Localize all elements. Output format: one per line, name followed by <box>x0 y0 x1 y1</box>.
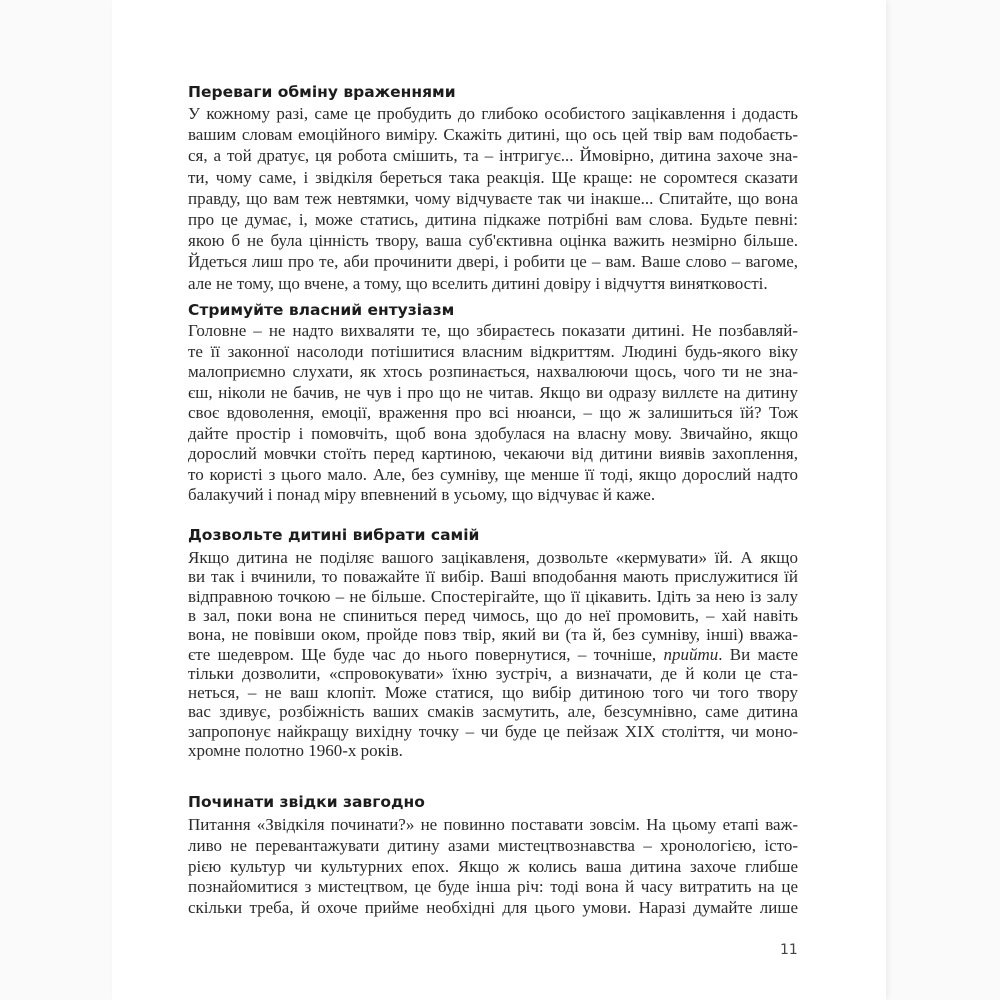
body-text-line: скільки треба, й охоче прийме необхідні для цього умови. Наразі думайте лише <box>188 898 798 918</box>
body-text-line: але не тому, що вчене, а тому, що вселить дитині довіру і відчуття винятковості. <box>188 273 768 293</box>
text-run: . Ви маєте <box>718 644 798 664</box>
body-text-line: ливо не перевантажувати дитину азами мистецтвознавства – хронологією, істо- <box>188 835 798 855</box>
body-text-line: Йдеться лиш про те, аби прочинити двері, і робити це – вам. Ваше слово – вагоме, <box>188 252 798 272</box>
body-text-line: те її законної насолоди потішитися власним відкриттям. Людині будь-якого віку <box>188 341 798 361</box>
body-text-line: єш, ніколи не бачив, не чув і про що не читав. Якщо ви одразу виллєте на дитину <box>188 382 798 402</box>
body-text-line: Якщо дитина не поділяє вашого зацікавленя, дозвольте «кермувати» їй. А якщо <box>188 548 798 567</box>
body-text-line: правду, що вам теж невтямки, чому відчуваєте так чи інакше... Спитайте, що вона <box>188 188 798 208</box>
body-text-line: Питання «Звідкіля починати?» не повинно поставати зовсім. На цьому етапі важ- <box>188 815 798 834</box>
body-text-line: вона, не повівши оком, пройде повз твір, який ви (та й, без сумніву, інші) вважа- <box>188 625 798 645</box>
body-text-line: ви так і вчинили, то поважайте її вибір. Ваші вподобання мають прислужитися їй <box>188 567 798 587</box>
body-text-line: то користі з цього мало. Але, без сумніву, ще менше її тоді, якщо дорослий надто <box>188 464 798 484</box>
section-heading: Дозвольте дитині вибрати самій <box>188 526 480 544</box>
body-text-line: познайомитися з мистецтвом, це буде інша річ: тоді вона й часу витратить на це <box>188 877 798 897</box>
body-text-line: дорослий мовчки стоїть перед картиною, чекаючи від дитини виявів захоплення, <box>188 444 798 463</box>
body-text-line: неться, – не ваш клопіт. Може статися, що вибір дитиною того чи того твору <box>188 683 798 703</box>
page-number: 11 <box>780 942 798 958</box>
body-text-line: якою б не була цінність твору, ваша суб'єктивна оцінка важить незмірно більше. <box>188 231 798 251</box>
body-text-line: про це думає, і, може статись, дитина підкаже потрібні вам слова. Будьте певні: <box>188 210 798 229</box>
text-run: єте шедевром. Ще буде час до нього повернутися, – точніше, <box>188 644 664 664</box>
section-heading: Починати звідки завгодно <box>188 793 425 811</box>
emphasis-text: прийти <box>663 644 719 664</box>
body-text-line: відправною точкою – не більше. Спостерігайте, що її цікавить. Ідіть за нею із залу <box>188 586 798 606</box>
body-text-line: ся, а той дратує, ця робота смішить, та – інтригує... Ймовірно, дитина захоче зна- <box>188 146 798 166</box>
section-heading: Стримуйте власний ентузіазм <box>188 301 455 319</box>
body-text-line: вашим словам емоційного виміру. Скажіть дитині, що ось цей твір вам подобаєть- <box>188 125 798 145</box>
body-text-line: вас здивує, розбіжність ваших смаків засмутить, але, безсумнівно, саме дитина <box>188 702 798 722</box>
body-text-line: рією культур чи культурних епох. Якщо ж колись ваша дитина захоче глибше <box>188 856 798 876</box>
body-text-line: ти, чому саме, і звідкіля береться така реакція. Ще краще: не соромтеся сказати <box>188 167 798 187</box>
body-text-line: дайте простір і помовчіть, щоб вона здобулася на власну мову. Звичайно, якщо <box>188 423 798 443</box>
body-text-line: запропонує найкращу вихідну точку – чи буде це пейзаж XIX століття, чи моно- <box>188 721 798 741</box>
body-text-line: тільки дозволити, «спровокувати» їхню зустріч, а визначати, де й коли це ста- <box>188 663 798 683</box>
body-text-line: в зал, поки вона не спиниться перед чимось, що до неї промовить, – хай навіть <box>188 605 798 625</box>
body-text-line: малоприємно слухати, як хтось розпинається, нахвалюючи щось, чого ти не зна- <box>188 362 798 381</box>
body-text-line <box>188 645 798 665</box>
body-text-line: Головне – не надто вихваляти те, що збираєтесь показати дитині. Не позбавляй- <box>188 321 798 340</box>
body-text-line: У кожному разі, саме це пробудить до глибоко особистого зацікавлення і додасть <box>188 104 798 123</box>
section-heading: Переваги обміну враженнями <box>188 83 456 101</box>
body-text-line: своє вдоволення, емоції, враження про всі нюанси, – що ж залишиться їй? Тож <box>188 403 798 422</box>
body-text-line: балакучий і понад міру впевнений в усьому, що відчуває й каже. <box>188 485 656 504</box>
body-text-line: хромне полотно 1960-х років. <box>188 741 403 760</box>
